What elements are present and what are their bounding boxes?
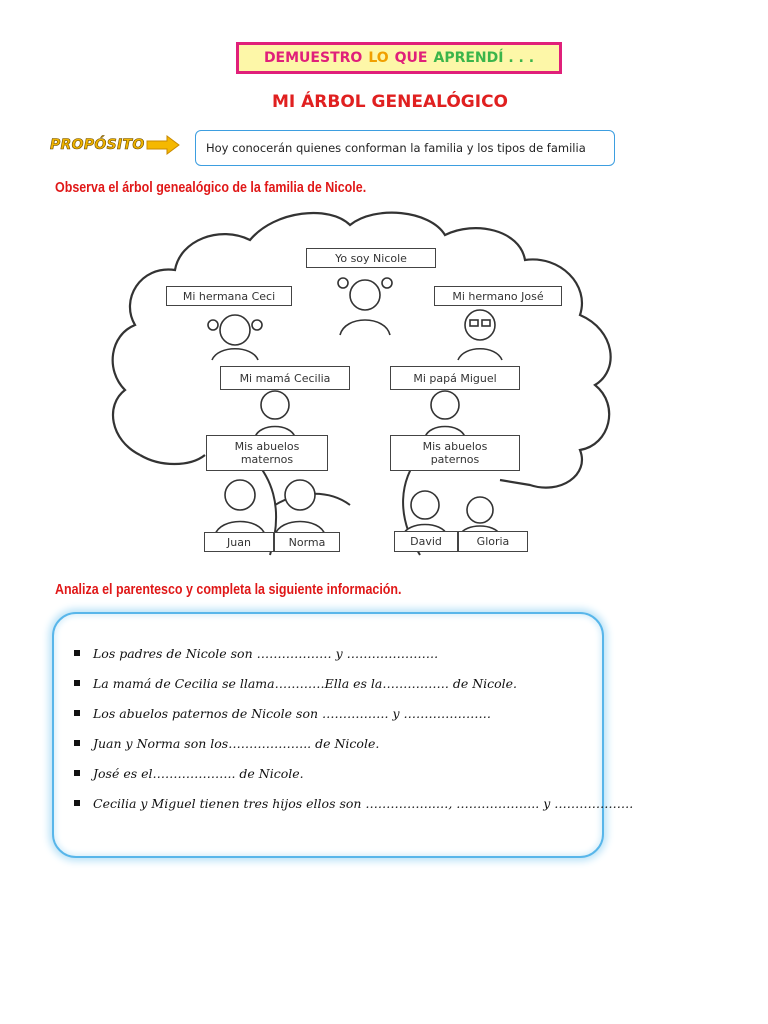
purpose-label: PROPÓSITO: [50, 137, 145, 153]
exercise-item-text: Cecilia y Miguel tienen tres hijos ellos son ……………..…, ……………….. y ……………….: [93, 795, 634, 811]
exercise-item-text: La mamá de Cecilia se llama…………Ella es la……………. de Nicole.: [93, 675, 518, 691]
exercise-item-text: Juan y Norma son los……………….. de Nicole.: [93, 735, 380, 751]
family-tree: [100, 205, 620, 565]
bullet-icon: [74, 770, 80, 776]
list-item: [74, 638, 633, 668]
exercise-item-text: José es el……………….. de Nicole.: [93, 765, 304, 781]
instruction-analyze: Analiza el parentesco y completa la siguiente información.: [55, 582, 402, 598]
exercise-item-text: Los abuelos paternos de Nicole son ……………. y …………………: [93, 705, 491, 721]
bullet-icon: [74, 740, 80, 746]
label-miguel: Mi papá Miguel: [390, 366, 520, 390]
label-nicole: Yo soy Nicole: [306, 248, 436, 268]
list-item: [74, 668, 633, 698]
label-norma: Norma: [274, 532, 340, 552]
bullet-icon: [74, 800, 80, 806]
exercise-list: [74, 638, 633, 818]
bullet-icon: [74, 710, 80, 716]
banner-word-3: QUE: [394, 50, 428, 66]
label-juan: Juan: [204, 532, 274, 552]
purpose-text: Hoy conocerán quienes conforman la familia y los tipos de familia: [206, 141, 586, 155]
banner-word-4: APRENDÍ . . .: [433, 50, 535, 66]
list-item: [74, 728, 633, 758]
header-banner: [236, 42, 562, 74]
label-jose: Mi hermano José: [434, 286, 562, 306]
exercise-box: [52, 612, 634, 858]
list-item: [74, 758, 633, 788]
arrow-right-icon: [146, 135, 180, 155]
label-ceci: Mi hermana Ceci: [166, 286, 292, 306]
instruction-observe: Observa el árbol genealógico de la familia de Nicole.: [55, 180, 367, 196]
bullet-icon: [74, 650, 80, 656]
banner-word-1: DEMUESTRO: [263, 50, 363, 66]
purpose-box: [195, 130, 615, 166]
label-david: David: [394, 531, 458, 552]
page-title: MI ÁRBOL GENEALÓGICO: [271, 92, 509, 112]
list-item: [74, 698, 633, 728]
exercise-item-text: Los padres de Nicole son ……………… y ………………….: [93, 645, 439, 661]
label-maternal-grandparents: Mis abuelos maternos: [206, 435, 328, 471]
bullet-icon: [74, 680, 80, 686]
label-paternal-grandparents: Mis abuelos paternos: [390, 435, 520, 471]
banner-word-2: LO: [368, 50, 389, 66]
label-gloria: Gloria: [458, 531, 528, 552]
list-item: [74, 788, 633, 818]
label-cecilia: Mi mamá Cecilia: [220, 366, 350, 390]
